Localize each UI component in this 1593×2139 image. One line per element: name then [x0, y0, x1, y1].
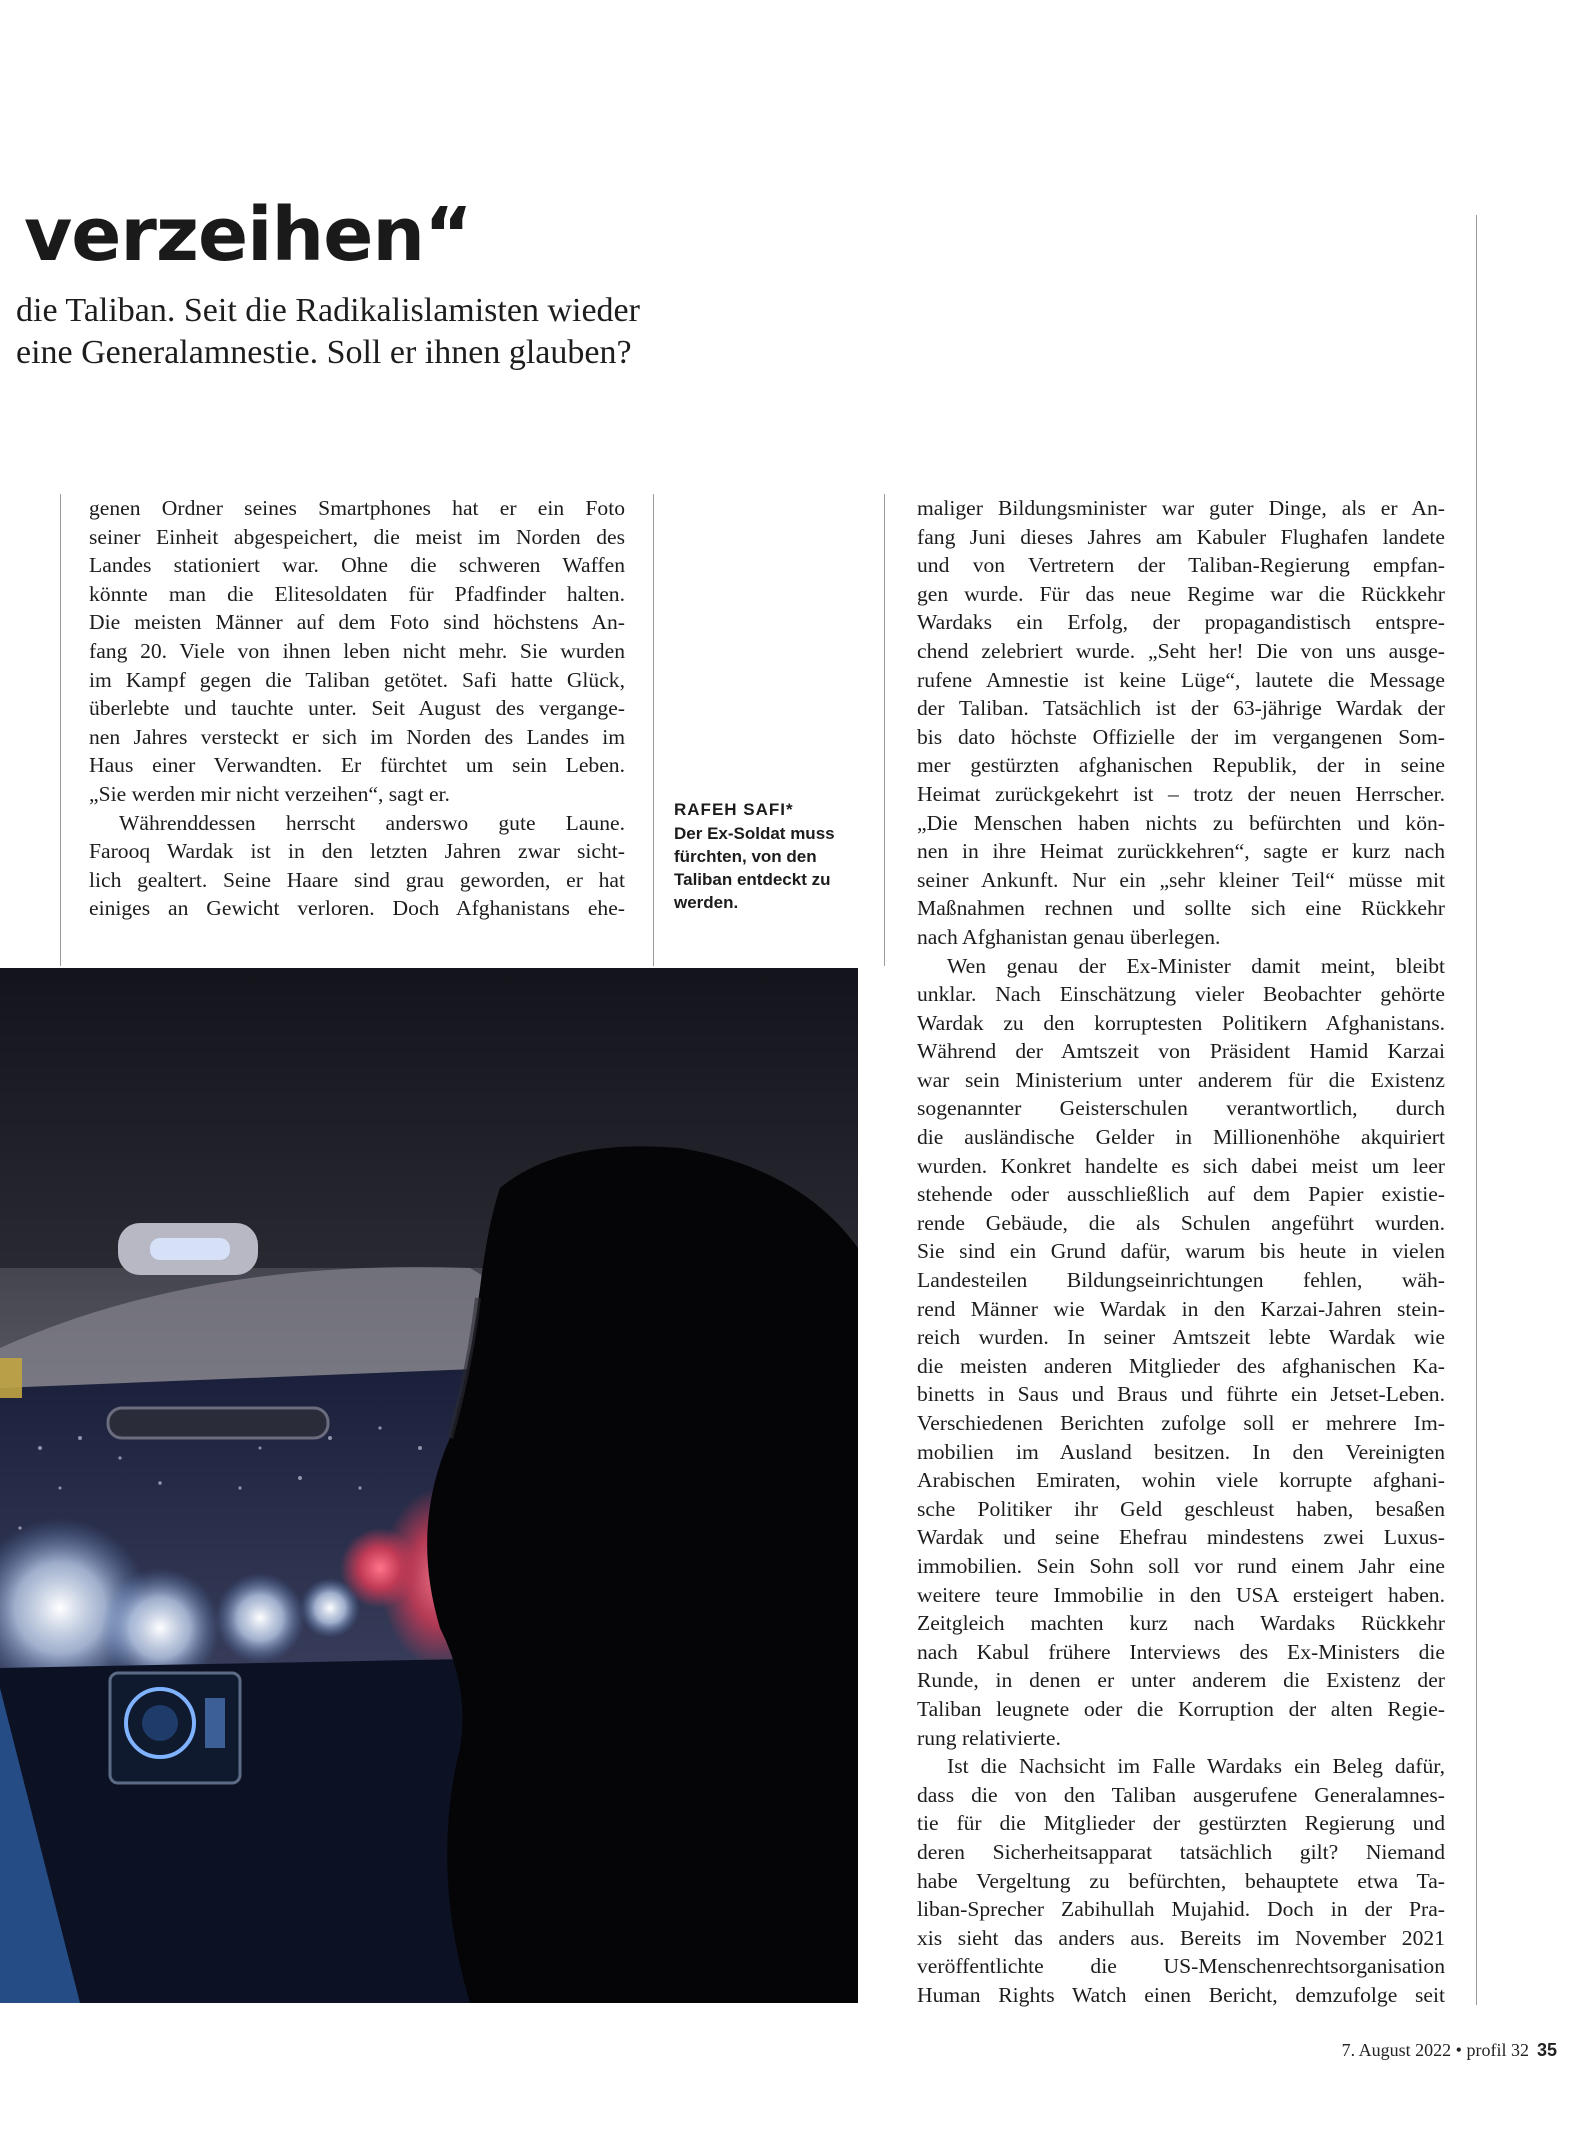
headline: verzeihen“ [24, 192, 472, 278]
text-line: rung relativierte. [917, 1725, 1061, 1750]
text-line: Die meisten Männer auf dem Foto sind höchstens An- [89, 610, 625, 635]
text-line: fang 20. Viele von ihnen leben nicht mehr. Sie wurden [89, 638, 625, 663]
text-line: rende Gebäude, die als Schulen angeführt wurden. [917, 1210, 1445, 1235]
text-line: Während der Amtszeit von Präsident Hamid Karzai [917, 1039, 1445, 1064]
text-line: stehende oder ausschließlich auf dem Papier existie- [917, 1182, 1445, 1207]
text-line: unklar. Nach Einschätzung vieler Beobachter gehörte [917, 982, 1445, 1007]
text-line: nach Afghanistan genau überlegen. [917, 924, 1221, 949]
photo-caption [674, 798, 854, 914]
column-divider-rule [653, 494, 654, 966]
text-line: Wardak und seine Ehefrau mindestens zwei Luxus- [917, 1525, 1445, 1550]
text-line: xis sieht das anders aus. Bereits im November 2021 [917, 1925, 1445, 1950]
text-line: Heimat zurückgekehrt ist – trotz der neuen Herrscher. [917, 781, 1445, 806]
text-line: nen in ihre Heimat zurückkehren“, sagte er kurz nach [917, 839, 1445, 864]
text-line: nach Kabul frühere Interviews des Ex-Ministers die [917, 1639, 1445, 1664]
text-line: immobilien. Sein Sohn soll vor rund einem Jahr eine [917, 1553, 1445, 1578]
text-line: Human Rights Watch einen Bericht, demzufolge seit [917, 1982, 1445, 2007]
photo-credit: RAFEH SAFI* [674, 800, 794, 819]
text-line: Wen genau der Ex-Minister damit meint, bleibt [947, 953, 1445, 978]
issue-date: 7. August 2022 • profil 32 [1341, 2040, 1529, 2060]
text-line: sche Politiker ihr Geld geschleust haben, besaßen [917, 1496, 1445, 1521]
text-line: binetts in Saus und Braus und führte ein Jetset-Leben. [917, 1382, 1445, 1407]
text-line: rufene Amnestie ist keine Lüge“, lautete die Message [917, 667, 1445, 692]
text-line: und von Vertretern der Taliban-Regierung empfan- [917, 553, 1445, 578]
text-line: weitere teure Immobilie in den USA ersteigert haben. [917, 1582, 1445, 1607]
text-line: „Sie werden mir nicht verzeihen“, sagt er. [89, 781, 450, 806]
text-line: überlebte und tauchte unter. Seit August des vergange- [89, 696, 625, 721]
text-line: Landesteilen Bildungseinrichtungen fehlen, wäh- [917, 1268, 1445, 1293]
text-line: „Die Menschen haben nichts zu befürchten und kön- [917, 810, 1445, 835]
text-line: veröffentlichte die US-Menschenrechtsorganisation [917, 1954, 1445, 1979]
text-line: Haus einer Verwandten. Er fürchtet um sein Leben. [89, 753, 625, 778]
text-line: Maßnahmen rechnen und sollte sich eine Rückkehr [917, 896, 1445, 921]
deck-line: eine Generalamnestie. Soll er ihnen glauben? [16, 334, 632, 371]
text-line: Taliban leugnete oder die Korruption der alten Regie- [917, 1696, 1445, 1721]
text-line: bis dato höchste Offizielle der im vergangenen Som- [917, 724, 1445, 749]
text-line: chend zelebriert wurde. „Seht her! Die von uns ausge- [917, 638, 1445, 663]
text-line: wurden. Konkret handelte es sich dabei meist um leer [917, 1153, 1445, 1178]
right-column [917, 494, 1445, 2009]
text-line: fang Juni dieses Jahres am Kabuler Flughafen landete [917, 524, 1445, 549]
left-column-rule [60, 494, 61, 966]
text-line: nen Jahres versteckt er sich im Norden des Landes im [89, 724, 625, 749]
text-line: einiges an Gewicht verloren. Doch Afghanistans ehe- [89, 896, 625, 921]
page-footer [1342, 2040, 1557, 2061]
text-line: der Taliban. Tatsächlich ist der 63-jährige Wardak der [917, 696, 1445, 721]
photo-image [0, 968, 858, 2003]
text-line: genen Ordner seines Smartphones hat er ein Foto [89, 496, 625, 520]
text-line: seiner Einheit abgespeichert, die meist im Norden des [89, 524, 625, 549]
text-line: rend Männer wie Wardak in den Karzai-Jahren stein- [917, 1296, 1445, 1321]
text-line: seiner Ankunft. Nur ein „sehr kleiner Teil“ müsse mit [917, 867, 1445, 892]
text-line: die ausländische Gelder in Millionenhöhe akquiriert [917, 1125, 1445, 1150]
text-line: Zeitgleich machten kurz nach Wardaks Rückkehr [917, 1611, 1445, 1636]
text-line: im Kampf gegen die Taliban getötet. Safi hatte Glück, [89, 667, 625, 692]
text-line: sogenannter Geisterschulen verantwortlich, durch [917, 1096, 1445, 1121]
caption-text: Der Ex-Soldat muss fürchten, von den Taliban entdeckt zu werden. [674, 824, 835, 912]
text-line: maliger Bildungsminister war guter Dinge, als er An- [917, 496, 1445, 520]
text-line: Verschiedenen Berichten zufolge soll er mehrere Im- [917, 1411, 1445, 1435]
right-margin-rule [1476, 215, 1477, 2005]
text-line: mer gestürzten afghanischen Republik, der in seine [917, 753, 1445, 778]
text-line: Landes stationiert war. Ohne die schweren Waffen [89, 553, 625, 578]
text-line: habe Vergeltung zu befürchten, behauptete etwa Ta- [917, 1868, 1445, 1893]
text-line: deren Sicherheitsapparat tatsächlich gilt? Niemand [917, 1839, 1445, 1864]
page-number: 35 [1536, 2040, 1557, 2060]
text-line: könnte man die Elitesoldaten für Pfadfinder halten. [89, 581, 625, 606]
text-line: Währenddessen herrscht anderswo gute Laune. [119, 810, 625, 835]
text-line: reich wurden. In seiner Amtszeit lebte Wardak wie [917, 1325, 1445, 1350]
text-line: tie für die Mitglieder der gestürzten Regierung und [917, 1811, 1445, 1836]
text-line: Arabischen Emiraten, wohin viele korrupte afghani- [917, 1468, 1445, 1493]
left-column [89, 494, 625, 923]
deck [16, 290, 736, 374]
text-line: Sie sind ein Grund dafür, warum bis heute in vielen [917, 1239, 1445, 1264]
caption-divider-rule [884, 494, 885, 966]
text-line: Runde, in denen er unter anderem die Existenz der [917, 1668, 1445, 1693]
text-line: Wardaks ein Erfolg, der propagandistisch entspre- [917, 610, 1445, 635]
text-line: war sein Ministerium unter anderem für die Existenz [917, 1067, 1445, 1092]
text-line: Ist die Nachsicht im Falle Wardaks ein Beleg dafür, [947, 1754, 1445, 1779]
text-line: gen wurde. Für das neue Regime war die Rückkehr [917, 581, 1445, 606]
text-line: Wardak zu den korruptesten Politikern Afghanistans. [917, 1010, 1445, 1035]
text-line: lich gealtert. Seine Haare sind grau geworden, er hat [89, 867, 625, 892]
text-line: Farooq Wardak ist in den letzten Jahren zwar sicht- [89, 839, 625, 864]
deck-line: die Taliban. Seit die Radikalislamisten wieder [16, 292, 640, 329]
text-line: die meisten anderen Mitglieder des afghanischen Ka- [917, 1353, 1445, 1378]
text-line: mobilien im Ausland besitzen. In den Vereinigten [917, 1439, 1445, 1464]
text-line: dass die von den Taliban ausgerufene Generalamnes- [917, 1782, 1445, 1807]
text-line: liban-Sprecher Zabihullah Mujahid. Doch in der Pra- [917, 1897, 1445, 1922]
photo-car-interior [0, 968, 858, 2003]
